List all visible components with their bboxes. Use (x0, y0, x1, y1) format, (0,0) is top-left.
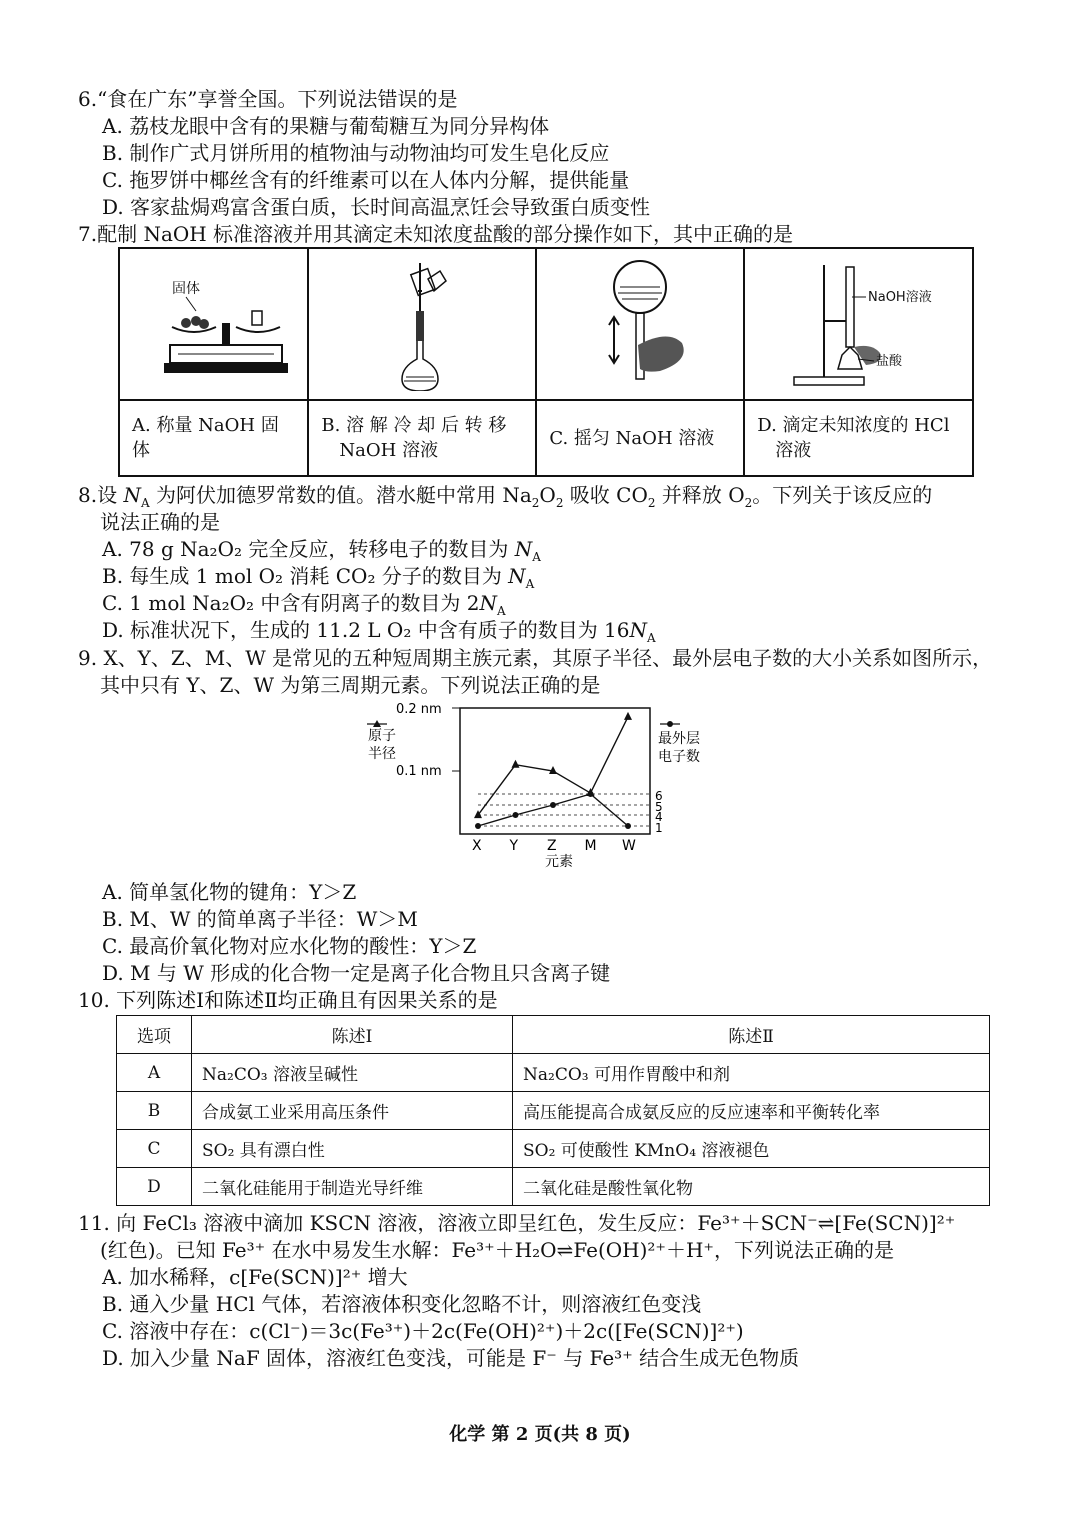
q9-option-d: D. M 与 W 形成的化合物一定是离子化合物且只含离子键 (102, 961, 611, 985)
table-header-row (117, 1016, 990, 1054)
q9-chart (360, 698, 720, 873)
q6-option-c: C. 拖罗饼中椰丝含有的纤维素可以在人体内分解，提供能量 (102, 168, 630, 192)
right-axis-label-1: 最外层 (658, 731, 700, 747)
q8-option-d: D. 标准状况下，生成的 11.2 L O₂ 中含有质子的数目为 $16N_A$ (102, 618, 656, 645)
q7-caption-b: B. 溶 解 冷 却 后 转 移 NaOH 溶液 (308, 400, 536, 476)
q7-caption-a: A. 称量 NaOH 固体 (119, 400, 308, 476)
q6-option-b: B. 制作广式月饼所用的植物油与动物油均可发生皂化反应 (102, 141, 610, 165)
q8-stem-cont: 说法正确的是 (100, 510, 220, 534)
q7-caption-c: C. 摇匀 NaOH 溶液 (536, 400, 744, 476)
header-option: 选项 (117, 1016, 192, 1054)
q6-stem: 6.“食在广东”享誉全国。下列说法错误的是 (78, 87, 458, 111)
q7-image-a (119, 248, 308, 400)
table-row: D 二氧化硅能用于制造光导纤维 二氧化硅是酸性氧化物 (117, 1168, 990, 1206)
table-row: C SO₂ 具有漂白性 SO₂ 可使酸性 KMnO₄ 溶液褪色 (117, 1130, 990, 1168)
electron-point-X (475, 823, 481, 829)
shake-flask-illustration (550, 251, 730, 391)
electron-point-Y (513, 812, 519, 818)
titration-illustration (754, 251, 964, 391)
x-tick-Z: Z (547, 838, 557, 854)
q7-image-d (744, 248, 973, 400)
q8-option-c: C. 1 mol Na₂O₂ 中含有阴离子的数目为 $2N_A$ (102, 591, 506, 618)
table-row: A Na₂CO₃ 溶液呈碱性 Na₂CO₃ 可用作胃酸中和剂 (117, 1054, 990, 1092)
left-tick-0-2: 0.2 nm (396, 702, 442, 717)
q9-option-a: A. 简单氢化物的键角：Y＞Z (102, 880, 357, 904)
x-tick-W: W (622, 838, 636, 854)
q7-stem: 7.配制 NaOH 标准溶液并用其滴定未知浓度盐酸的部分操作如下，其中正确的是 (78, 222, 794, 246)
right-axis-label-2: 电子数 (658, 749, 700, 765)
right-tick-4: 4 (655, 810, 663, 824)
x-tick-M: M (584, 838, 597, 854)
table-row: B 合成氨工业采用高压条件 高压能提高合成氨反应的反应速率和平衡转化率 (117, 1092, 990, 1130)
left-tick-0-1: 0.1 nm (396, 764, 442, 779)
q11-option-d: D. 加入少量 NaF 固体，溶液红色变浅，可能是 F⁻ 与 Fe³⁺ 结合生成无色物质 (102, 1346, 800, 1370)
radius-point-Y (512, 760, 520, 768)
q11-option-a: A. 加水稀释，c[Fe(SCN)]²⁺ 增大 (102, 1265, 408, 1289)
left-axis-label-1: 原子 (368, 728, 396, 744)
header-statement-2: 陈述Ⅱ (513, 1016, 990, 1054)
q7-image-c (536, 248, 744, 400)
q6-option-d: D. 客家盐焗鸡富含蛋白质，长时间高温烹饪会导致蛋白质变性 (102, 195, 651, 219)
right-tick-5: 5 (655, 800, 663, 814)
q9-stem-cont: 其中只有 Y、Z、W 为第三周期元素。下列说法正确的是 (100, 673, 601, 697)
q9-option-b: B. M、W 的简单离子半径：W＞M (102, 907, 418, 931)
q11-option-c: C. 溶液中存在：c(Cl⁻)＝3c(Fe³⁺)＋2c(Fe(OH)²⁺)＋2c([Fe(SCN)]²⁺) (102, 1319, 744, 1343)
q11-stem: 11. 向 FeCl₃ 溶液中滴加 KSCN 溶液，溶液立即呈红色，发生反应：Fe³⁺＋SCN⁻⇌[Fe(SCN)]²⁺ (78, 1211, 956, 1235)
electron-point-W (625, 823, 631, 829)
electron-point-Z (550, 802, 556, 808)
label-solid: 固体 (171, 280, 200, 297)
radius-point-W (624, 712, 632, 720)
label-naoh-solution: NaOH溶液 (867, 289, 932, 305)
balance-illustration (124, 251, 304, 391)
q8-stem: 8.设 $N_A$ 为阿伏加德罗常数的值。潜水艇中常用 $Na_2O_2$ 吸收 $CO_2$ 并释放 $O_2$。下列关于该反应的 (78, 483, 933, 510)
volumetric-flask-transfer-illustration (322, 251, 522, 391)
x-tick-X: X (472, 838, 482, 854)
right-tick-6: 6 (655, 789, 663, 803)
q11-option-b: B. 通入少量 HCl 气体，若溶液体积变化忽略不计，则溶液红色变浅 (102, 1292, 702, 1316)
q11-stem-cont: (红色)。已知 Fe³⁺ 在水中易发生水解：Fe³⁺＋H₂O⇌Fe(OH)²⁺＋H⁺，下列说法正确的是 (100, 1238, 894, 1262)
q8-option-a: A. 78 g Na₂O₂ 完全反应，转移电子的数目为 $N_A$ (102, 537, 541, 564)
header-statement-1: 陈述Ⅰ (192, 1016, 513, 1054)
x-tick-Y: Y (509, 838, 519, 854)
q10-table (116, 1015, 990, 1206)
series-line-valence-electrons (478, 794, 628, 826)
left-axis-label-2: 半径 (368, 746, 396, 762)
label-hydrochloric-acid: 盐酸 (875, 353, 902, 369)
right-tick-1: 1 (655, 821, 663, 835)
q7-apparatus-table (118, 247, 974, 477)
q7-image-b (308, 248, 536, 400)
q7-caption-d: D. 滴定未知浓度的 HCl 溶液 (744, 400, 973, 476)
q6-option-a: A. 荔枝龙眼中含有的果糖与葡萄糖互为同分异构体 (102, 114, 550, 138)
series-line-atomic-radius (478, 717, 628, 815)
q8-option-b: B. 每生成 1 mol O₂ 消耗 CO₂ 分子的数目为 $N_A$ (102, 564, 535, 591)
x-axis-label: 元素 (545, 854, 573, 870)
q9-option-c: C. 最高价氧化物对应水化物的酸性：Y＞Z (102, 934, 477, 958)
q9-stem: 9. X、Y、Z、M、W 是常见的五种短周期主族元素，其原子半径、最外层电子数的大小关系如图所示， (78, 646, 993, 670)
page-footer: 化学 第 2 页(共 8 页) (449, 1424, 631, 1445)
electron-point-M (588, 791, 594, 797)
q10-stem: 10. 下列陈述Ⅰ和陈述Ⅱ均正确且有因果关系的是 (78, 988, 498, 1012)
